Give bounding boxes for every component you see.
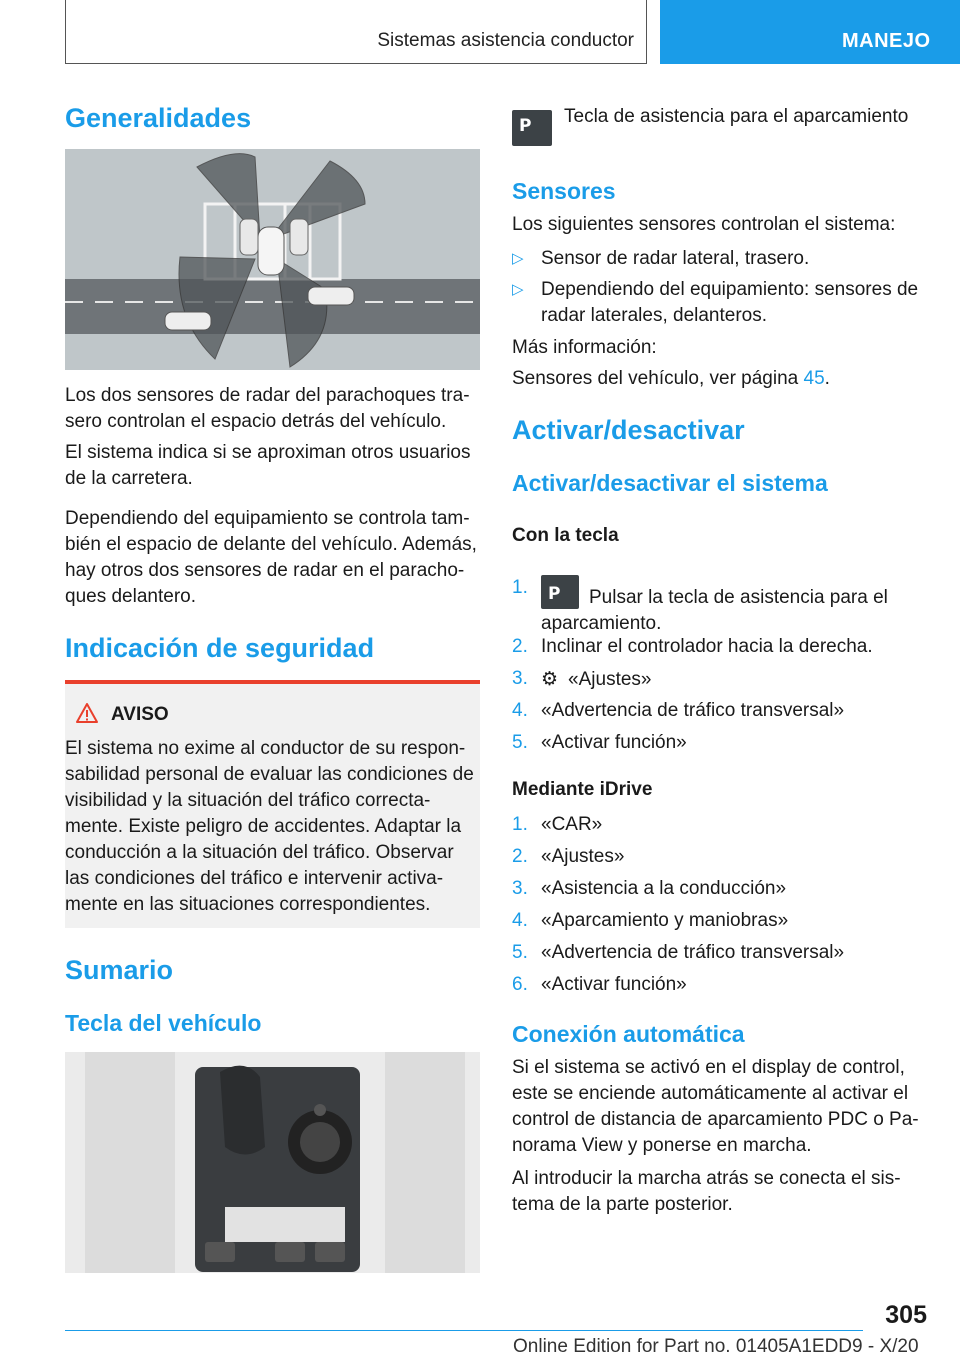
parking-assist-key-icon: P [541,575,579,609]
center-console-photo [65,1052,480,1273]
triangle-bullet-icon: ▷ [512,281,524,298]
heading-activate-system: Activar/desactivar el sistema [512,470,828,496]
warning-text: El sistema no exime al conductor de su respon-sabilidad personal de evaluar las condiciones de visibilidad y la situación del tráfico correcta-mente. Existe peligro de accidentes. Adaptar la conducción a la situación del tráfico. Observar las condiciones del tráfico e intervenir activa-mente en las situaciones correspondientes. [65,738,474,915]
sensors-intro: Los siguientes sensores controlan el sistema: [512,214,896,235]
paragraph-general-2: El sistema indica si se aproximan otros usuarios de la carretera. [65,442,471,489]
radar-coverage-illustration [65,149,480,370]
page-number: 305 [885,1301,927,1329]
edition-text: Online Edition for Part no. 01405A1EDD9 - X/20 [513,1336,919,1357]
chapter-tab [660,0,960,64]
auto-paragraph-2: Al introducir la marcha atrás se conecta el sis-tema de la parte posterior. [512,1168,901,1215]
section-title: Sistemas asistencia conductor [377,30,634,51]
heading-activate: Activar/desactivar [512,415,745,445]
radar-diagram [65,149,480,370]
header-box [65,0,647,64]
paragraph-general-3: Dependiendo del equipamiento se controla tam-bién el espacio de delante del vehículo. Además, hay otros dos sensores de radar en el paracho-ques delantero. [65,508,477,607]
auto-paragraph-1: Si el sistema se activó en el display de control, este se enciende automáticamente al activar el control de distancia de aparcamiento PDC o Pa-norama View y ponerse en marcha. [512,1057,919,1156]
heading-idrive: Mediante iDrive [512,779,653,800]
list-item: 1. P Pulsar la tecla de asistencia para el aparcamiento. [512,577,888,634]
list-item: ▷ Sensor de radar lateral, trasero. [512,246,932,272]
key-caption: Tecla de asistencia para el aparcamiento [564,106,909,127]
warning-box [65,680,480,928]
chapter-tab-label: MANEJO [842,30,931,52]
warning-title: AVISO [111,704,169,725]
heading-general: Generalidades [65,103,252,133]
console-illustration [65,1052,480,1273]
heading-safety: Indicación de seguridad [65,633,375,663]
triangle-bullet-icon: ▷ [512,250,524,267]
warning-triangle-icon [75,702,99,724]
list-item: ▷ Dependiendo del equipamiento: sensores de radar laterales, delanteros. [512,279,919,326]
heading-summary: Sumario [65,955,174,985]
page-link[interactable]: 45 [803,368,825,389]
heading-vehicle-key: Tecla del vehículo [65,1010,262,1036]
more-info-label: Más información: [512,337,657,358]
more-info-line: Sensores del vehículo, ver página 45. [512,368,830,389]
paragraph-general-1: Los dos sensores de radar del parachoques tra-sero controlan el espacio detrás del vehículo. [65,385,470,432]
footer-divider [65,1330,863,1331]
heading-with-key: Con la tecla [512,525,619,546]
gear-icon: ⚙ [541,668,559,690]
parking-assist-key-icon: P [512,110,552,146]
heading-sensors: Sensores [512,178,616,204]
heading-auto-connect: Conexión automática [512,1021,745,1047]
